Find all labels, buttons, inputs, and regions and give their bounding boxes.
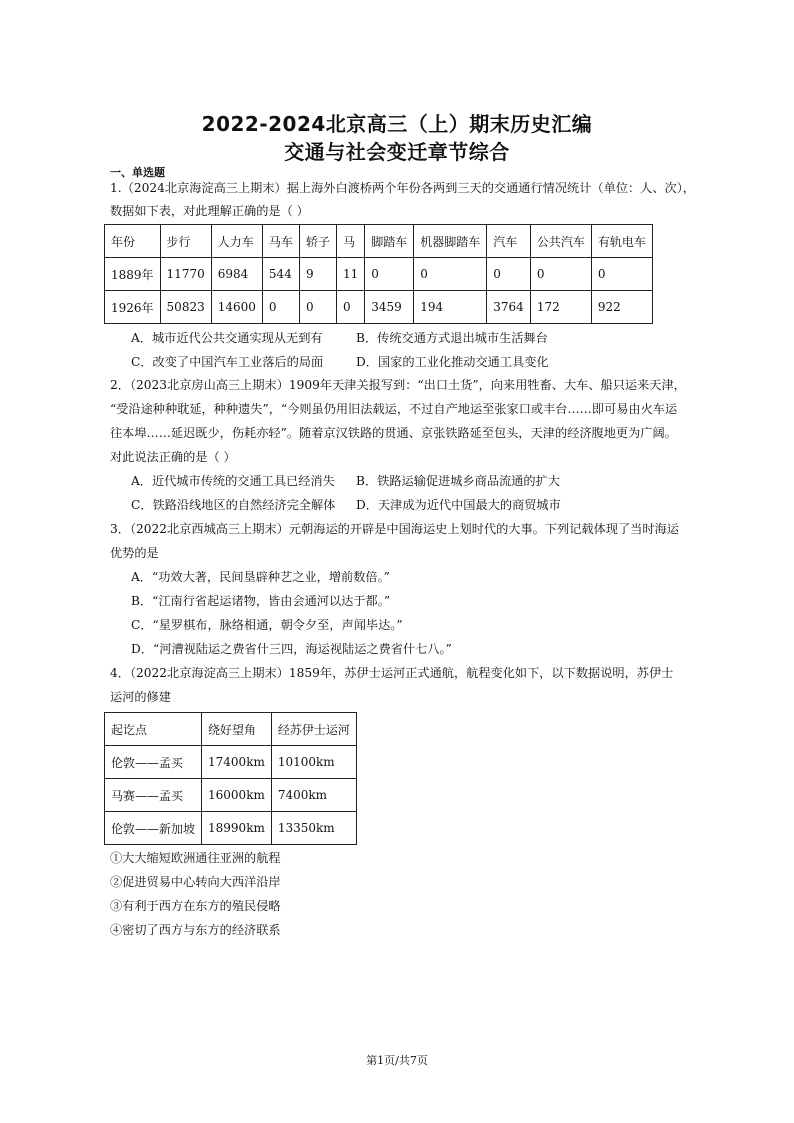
- table-cell: 544: [262, 258, 299, 291]
- q3-stem-line2: 优势的是: [110, 546, 159, 560]
- table-cell: 0: [336, 291, 364, 324]
- table-cell: 0: [530, 258, 591, 291]
- table-cell: 0: [487, 258, 531, 291]
- table-cell: 13350km: [271, 812, 356, 845]
- table-header-cell: 绕好望角: [202, 713, 272, 746]
- q4-stem-line1: 4．（2022北京海淀高三上期末）1859年，苏伊士运河正式通航，航程变化如下，以下数据说明，苏伊士: [110, 666, 674, 680]
- section-label: 一、单选题: [110, 166, 165, 179]
- table-header-cell: 有轨电车: [591, 225, 652, 258]
- table-cell: 0: [299, 291, 336, 324]
- document-title: 2022-2024北京高三（上）期末历史汇编: [201, 112, 593, 136]
- q4-statement-2: ②促进贸易中心转向大西洋沿岸: [110, 875, 281, 889]
- table-cell: 16000km: [202, 779, 272, 812]
- table-cell: 0: [365, 258, 414, 291]
- table-row: [105, 291, 653, 324]
- table-header-cell: 人力车: [211, 225, 262, 258]
- document-subtitle: 交通与社会变迁章节综合: [284, 140, 510, 164]
- q3-option-d: D．“河漕视陆运之费省什三四，海运视陆运之费省什七八。”: [131, 642, 452, 656]
- table-cell: 7400km: [271, 779, 356, 812]
- table-cell: 3459: [365, 291, 414, 324]
- q2-stem-line4: 对此说法正确的是（ ）: [110, 450, 236, 464]
- q2-option-c: C．铁路沿线地区的自然经济完全解体: [131, 498, 336, 512]
- table-cell: 1889年: [105, 258, 161, 291]
- q2-stem-line2: “受沿途种种耽延，种种遗失”，“今则虽仍用旧法载运，不过自产地运至张家口或丰台……即可易由火车运: [110, 402, 678, 416]
- q1-option-d: D．国家的工业化推动交通工具变化: [356, 355, 549, 369]
- q1-option-c: C．改变了中国汽车工业落后的局面: [131, 355, 324, 369]
- table-header-row: [105, 713, 357, 746]
- table-cell: 50823: [160, 291, 211, 324]
- table-cell: 马赛——孟买: [105, 779, 202, 812]
- q2-option-a: A．近代城市传统的交通工具已经消失: [131, 474, 335, 488]
- table-header-cell: 汽车: [487, 225, 531, 258]
- table-cell: 1926年: [105, 291, 161, 324]
- q2-stem-line1: 2．（2023北京房山高三上期末）1909年天津关报写到：“出口土货”，向来用牲畜、大车、船只运来天津，: [110, 378, 686, 392]
- table-row: [105, 812, 357, 845]
- table-cell: 194: [414, 291, 487, 324]
- table-cell: 伦敦——孟买: [105, 746, 202, 779]
- q1-stem-line2: 数据如下表，对此理解正确的是（ ）: [110, 204, 309, 218]
- table-header-cell: 步行: [160, 225, 211, 258]
- table-header-row: [105, 225, 653, 258]
- q1-option-a: A．城市近代公共交通实现从无到有: [131, 331, 323, 345]
- table-cell: 伦敦——新加坡: [105, 812, 202, 845]
- table-cell: 922: [591, 291, 652, 324]
- table-header-cell: 经苏伊士运河: [271, 713, 356, 746]
- table-header-cell: 轿子: [299, 225, 336, 258]
- q3-option-b: B．“江南行省起运诸物，皆由会通河以达于都。”: [131, 594, 391, 608]
- q4-statement-1: ①大大缩短欧洲通往亚洲的航程: [110, 851, 281, 865]
- q4-stem-line2: 运河的修建: [110, 690, 171, 704]
- table-header-cell: 脚踏车: [365, 225, 414, 258]
- table-row: [105, 258, 653, 291]
- table-header-cell: 马车: [262, 225, 299, 258]
- q1-traffic-table: [104, 224, 653, 324]
- table-cell: 18990km: [202, 812, 272, 845]
- table-cell: 17400km: [202, 746, 272, 779]
- table-cell: 0: [262, 291, 299, 324]
- table-header-cell: 公共汽车: [530, 225, 591, 258]
- table-row: [105, 746, 357, 779]
- q3-option-a: A．“功效大著，民间垦辟种艺之业，增前数倍。”: [131, 570, 390, 584]
- q3-stem-line1: 3．（2022北京西城高三上期末）元朝海运的开辟是中国海运史上划时代的大事。下列记载体现了当时海运: [110, 522, 679, 536]
- table-header-cell: 年份: [105, 225, 161, 258]
- table-cell: 10100km: [271, 746, 356, 779]
- table-cell: 14600: [211, 291, 262, 324]
- table-row: [105, 779, 357, 812]
- table-cell: 6984: [211, 258, 262, 291]
- q4-route-table: [104, 712, 357, 845]
- table-cell: 3764: [487, 291, 531, 324]
- q2-stem-line3: 往本埠……延迟既少，伤耗亦轻”。随着京汉铁路的贯通、京张铁路延至包头，天津的经济腹地更为广阔。: [110, 426, 677, 440]
- table-header-cell: 起讫点: [105, 713, 202, 746]
- table-cell: 0: [414, 258, 487, 291]
- q4-statement-4: ④密切了西方与东方的经济联系: [110, 923, 281, 937]
- table-header-cell: 机器脚踏车: [414, 225, 487, 258]
- table-cell: 9: [299, 258, 336, 291]
- q3-option-c: C．“星罗棋布，脉络相通，朝令夕至，声闻毕达。”: [131, 618, 403, 632]
- table-cell: 172: [530, 291, 591, 324]
- q4-statement-3: ③有利于西方在东方的殖民侵略: [110, 899, 281, 913]
- table-cell: 11770: [160, 258, 211, 291]
- table-cell: 0: [591, 258, 652, 291]
- q2-option-b: B．铁路运输促进城乡商品流通的扩大: [356, 474, 560, 488]
- q2-option-d: D．天津成为近代中国最大的商贸城市: [356, 498, 561, 512]
- q1-option-b: B．传统交通方式退出城市生活舞台: [356, 331, 548, 345]
- table-cell: 11: [336, 258, 364, 291]
- page-number: 第1页/共7页: [366, 1054, 428, 1067]
- table-header-cell: 马: [336, 225, 364, 258]
- q1-stem-line1: 1.（2024北京海淀高三上期末）据上海外白渡桥两个年份各两到三天的交通通行情况统计（单位：人、次），: [110, 181, 695, 195]
